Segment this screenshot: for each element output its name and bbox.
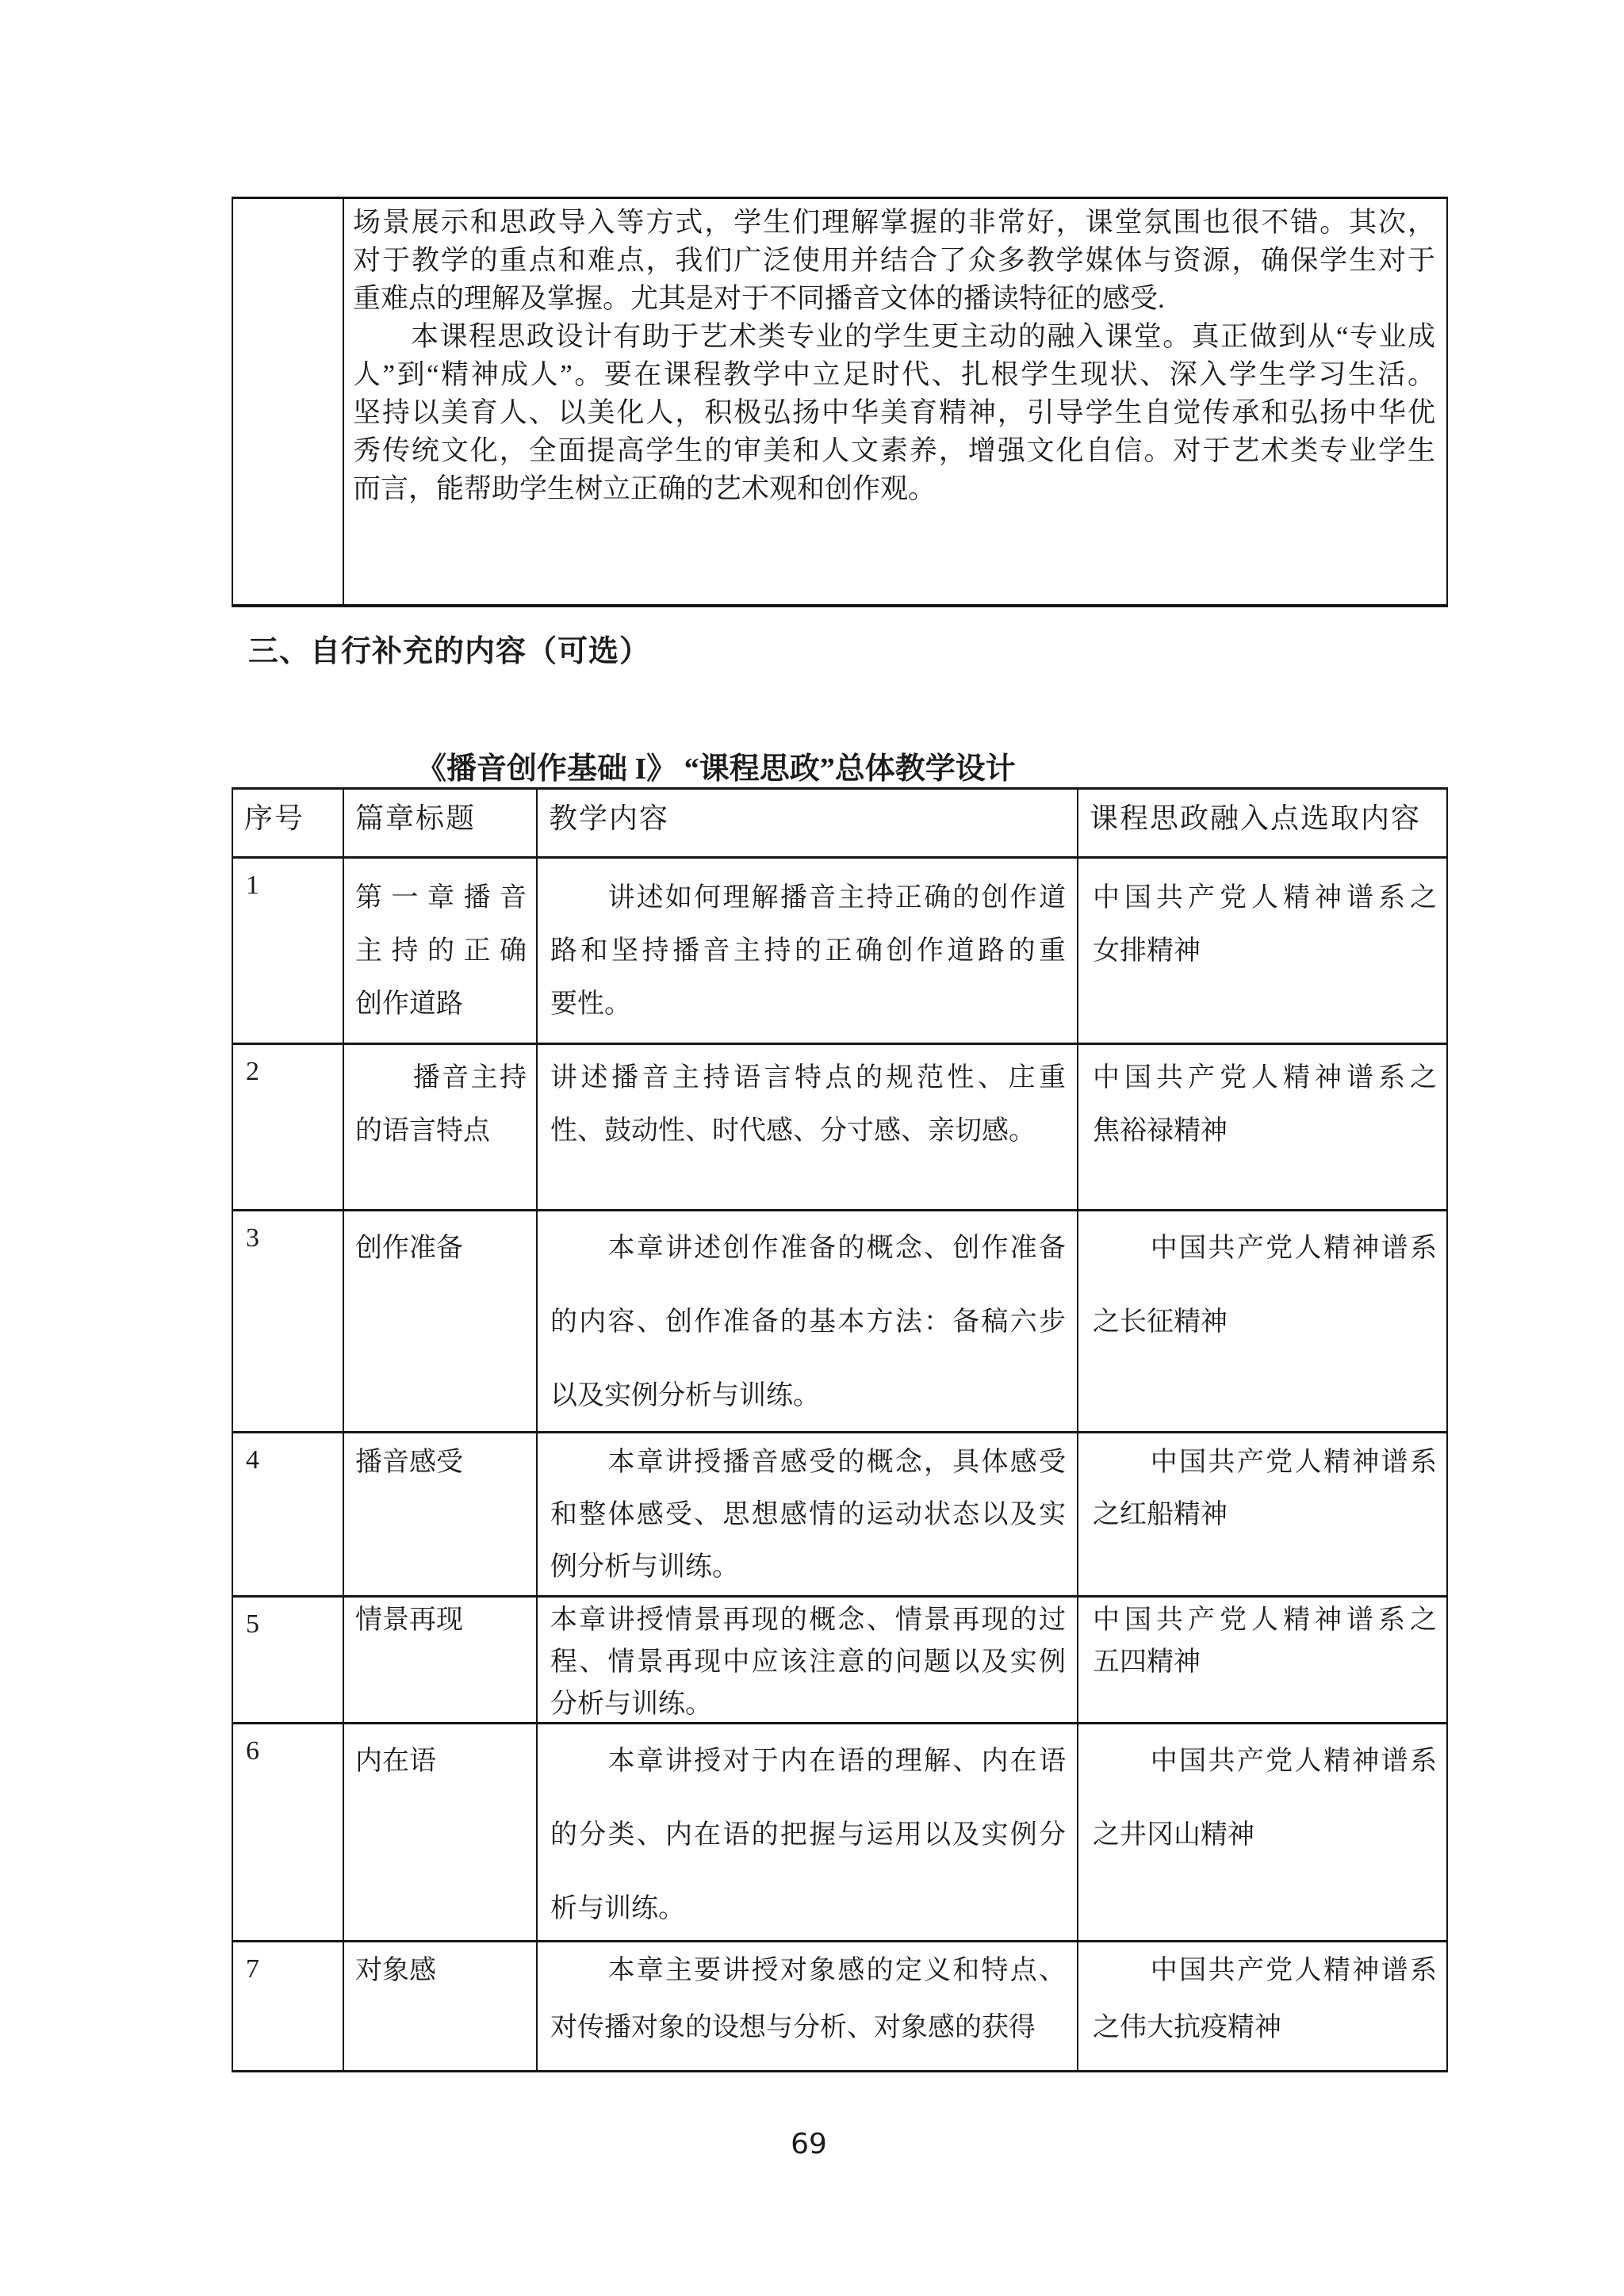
- text-line: 中国共产党人精神谱系: [1093, 1234, 1437, 1263]
- row-number: 2: [246, 1057, 259, 1086]
- text-line: 讲述如何理解播音主持正确的创作道: [550, 883, 1066, 913]
- table-row: [233, 1211, 1446, 1433]
- text-line: 本章讲授情景再现的概念、情景再现的过: [550, 1605, 1066, 1635]
- chapter-title-cell: [344, 859, 538, 1043]
- text-line: 要性。: [550, 989, 631, 1019]
- page-number: 69: [791, 2128, 827, 2160]
- chapter-title-cell: [344, 1433, 538, 1595]
- teaching-content-cell: [538, 1211, 1078, 1431]
- text-line: 秀传统文化，全面提高学生的审美和人文素养，增强文化自信。对于艺术类专业学生: [353, 435, 1435, 466]
- text-line: 中国共产党人精神谱系之: [1093, 1605, 1437, 1635]
- continuation-cell: [344, 199, 1446, 604]
- text-line: 析与训练。: [550, 1894, 685, 1923]
- text-line: 性、鼓动性、时代感、分寸感、亲切感。: [550, 1116, 1036, 1146]
- ideology-content-cell: [1078, 1724, 1446, 1940]
- text-line: 人”到“精神成人”。要在课程教学中立足时代、扎根学生现状、深入学生学习生活。: [353, 359, 1435, 390]
- column-header-number: 序号: [233, 790, 344, 856]
- text-line: 的语言特点: [355, 1116, 490, 1146]
- text-line: 本课程思政设计有助于艺术类专业的学生更主动的融入课堂。真正做到从“专业成: [353, 321, 1435, 352]
- table-row: [233, 859, 1446, 1045]
- table-row: [233, 1598, 1446, 1724]
- text-line: 创作道路: [355, 989, 463, 1019]
- text-line: 之井冈山精神: [1093, 1820, 1254, 1850]
- text-line: 的内容、创作准备的基本方法：备稿六步: [550, 1307, 1066, 1337]
- table-row: [233, 1045, 1446, 1211]
- row-number-cell: [233, 1211, 344, 1431]
- text-line: 路和坚持播音主持的正确创作道路的重: [550, 936, 1066, 966]
- text-line: 之伟大抗疫精神: [1093, 2013, 1281, 2042]
- text-line: 五四精神: [1093, 1647, 1201, 1677]
- ideology-content-cell: [1078, 1942, 1446, 2070]
- chapter-title-cell: [344, 1045, 538, 1209]
- teaching-content-cell: [538, 1724, 1078, 1940]
- text-line: 播音主持: [355, 1063, 527, 1093]
- text-line: 本章讲授对于内在语的理解、内在语: [550, 1747, 1066, 1776]
- text-line: 焦裕禄精神: [1093, 1116, 1228, 1146]
- text-line: 对传播对象的设想与分析、对象感的获得: [550, 2013, 1036, 2042]
- text-line: 程、情景再现中应该注意的问题以及实例: [550, 1647, 1066, 1677]
- chapter-title-cell: [344, 1942, 538, 2070]
- ideology-content-cell: [1078, 1598, 1446, 1722]
- text-line: 第一章播音: [355, 883, 527, 913]
- text-line: 重难点的理解及掌握。尤其是对于不同播音文体的播读特征的感受.: [353, 283, 1165, 314]
- text-line: 分析与训练。: [550, 1689, 712, 1719]
- text-line: 中国共产党人精神谱系: [1093, 1448, 1437, 1477]
- table-row: [233, 1433, 1446, 1598]
- text-line: 坚持以美育人、以美化人，积极弘扬中华美育精神，引导学生自觉传承和弘扬中华优: [353, 397, 1435, 428]
- text-line: 中国共产党人精神谱系: [1093, 1747, 1437, 1776]
- teaching-content-cell: [538, 1433, 1078, 1595]
- row-number-cell: [233, 1942, 344, 2070]
- text-line: 中国共产党人精神谱系: [1093, 1956, 1437, 1985]
- text-line: 情景再现: [355, 1605, 463, 1635]
- text-line: 和整体感受、思想感情的运动状态以及实: [550, 1500, 1066, 1529]
- column-header-chapter: 篇章标题: [344, 790, 538, 856]
- text-line: 中国共产党人精神谱系之: [1093, 1063, 1437, 1093]
- row-number: 4: [246, 1445, 259, 1475]
- row-number-cell: [233, 1598, 344, 1722]
- continuation-table-label-column: [233, 199, 344, 604]
- design-table: [232, 787, 1448, 2072]
- table-row: [233, 1724, 1446, 1942]
- text-line: 之红船精神: [1093, 1500, 1228, 1529]
- table-row: [233, 1942, 1446, 2070]
- design-table-body: [233, 859, 1446, 2070]
- row-number-cell: [233, 1045, 344, 1209]
- text-line: 的分类、内在语的把握与运用以及实例分: [550, 1820, 1066, 1850]
- text-line: 讲述播音主持语言特点的规范性、庄重: [550, 1063, 1066, 1093]
- column-header-content: 教学内容: [538, 790, 1078, 856]
- text-line: 而言，能帮助学生树立正确的艺术观和创作观。: [353, 473, 936, 504]
- text-line: 场景展示和思政导入等方式，学生们理解掌握的非常好，课堂氛围也很不错。其次，: [353, 207, 1435, 238]
- text-line: 本章主要讲授对象感的定义和特点、: [550, 1956, 1066, 1985]
- text-line: 内在语: [355, 1747, 436, 1776]
- text-line: 播音感受: [355, 1448, 463, 1477]
- text-line: 对象感: [355, 1956, 436, 1985]
- text-line: 中国共产党人精神谱系之: [1093, 883, 1437, 913]
- row-number-cell: [233, 859, 344, 1043]
- chapter-title-cell: [344, 1724, 538, 1940]
- row-number-cell: [233, 1433, 344, 1595]
- row-number: 1: [246, 871, 259, 900]
- row-number: 6: [246, 1736, 259, 1766]
- design-table-header-row: [233, 790, 1446, 859]
- chapter-title-cell: [344, 1211, 538, 1431]
- design-table-title: 《播音创作基础 I》 “课程思政”总体教学设计: [416, 752, 1016, 786]
- text-line: 创作准备: [355, 1234, 463, 1263]
- row-number: 5: [246, 1609, 259, 1639]
- ideology-content-cell: [1078, 1045, 1446, 1209]
- row-number-cell: [233, 1724, 344, 1940]
- teaching-content-cell: [538, 1942, 1078, 2070]
- teaching-content-cell: [538, 1045, 1078, 1209]
- text-line: 主持的正确: [355, 936, 527, 966]
- ideology-content-cell: [1078, 1211, 1446, 1431]
- column-header-ideology: 课程思政融入点选取内容: [1090, 802, 1422, 834]
- ideology-content-cell: [1078, 859, 1446, 1043]
- text-line: 之长征精神: [1093, 1307, 1228, 1337]
- teaching-content-cell: [538, 1598, 1078, 1722]
- text-line: 女排精神: [1093, 936, 1201, 966]
- continuation-table: [232, 197, 1448, 607]
- ideology-content-cell: [1078, 1433, 1446, 1595]
- teaching-content-cell: [538, 859, 1078, 1043]
- section-heading: 三、自行补充的内容（可选）: [248, 635, 651, 668]
- row-number: 7: [246, 1954, 259, 1984]
- chapter-title-cell: [344, 1598, 538, 1722]
- text-line: 例分析与训练。: [550, 1552, 739, 1582]
- text-line: 本章讲授播音感受的概念，具体感受: [550, 1448, 1066, 1477]
- text-line: 对于教学的重点和难点，我们广泛使用并结合了众多教学媒体与资源，确保学生对于: [353, 245, 1435, 276]
- row-number: 3: [246, 1223, 259, 1253]
- text-line: 以及实例分析与训练。: [550, 1381, 820, 1410]
- text-line: 本章讲述创作准备的概念、创作准备: [550, 1234, 1066, 1263]
